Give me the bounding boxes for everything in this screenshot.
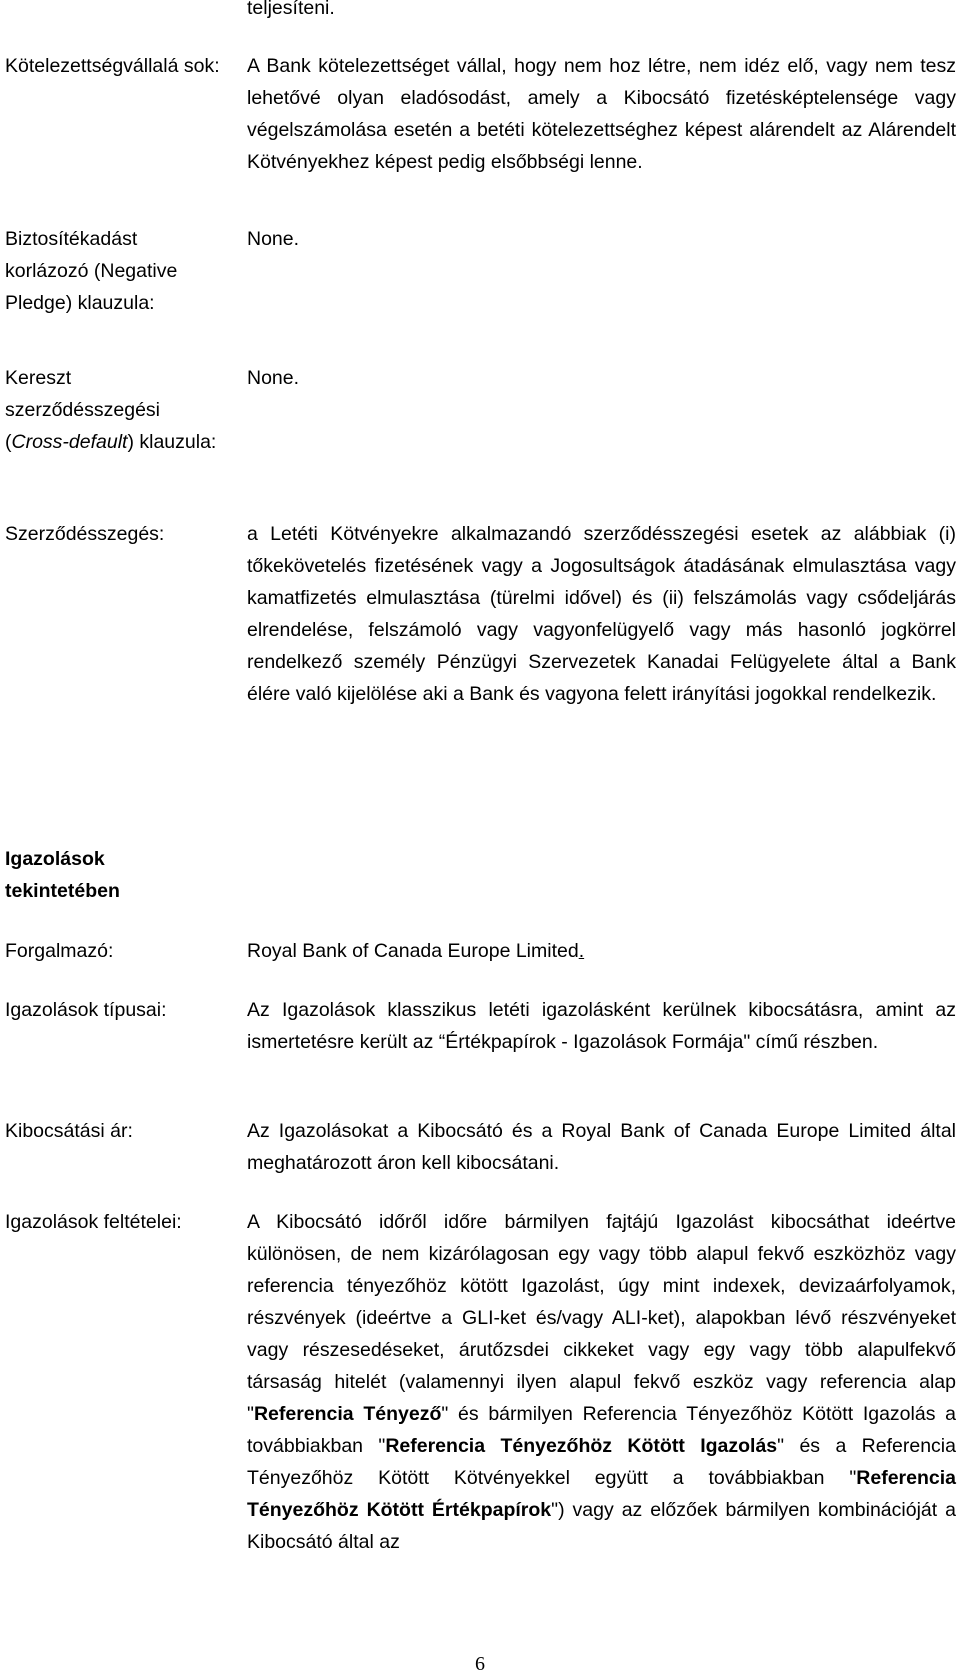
defined-term-kotott-ertekpapirok: Referencia Tényezőhöz Kötött Értékpapírok: [247, 1467, 956, 1521]
defined-term-referencia-tenyezo: Referencia Tényező: [253, 1403, 442, 1425]
label-negative-pledge: Biztosítékadást korlázozó (Negative Pledge) klauzula:: [5, 228, 178, 314]
value-kotelezettsegvallalasok: A Bank kötelezettséget vállal, hogy nem hoz létre, nem idéz elő, vagy nem tesz lehetővé olyan eladósodást, amely a Kibocsátó fizetésképtelensége vagy végelszámolása esetén a betéti kötelezettséghez képest alárendelt az Alárendelt Kötvényekhez képest pedig elsőbbségi lenne.: [247, 55, 956, 173]
page-number: 6: [475, 1653, 485, 1675]
feltetelei-text-1: A Kibocsátó időről időre bármilyen fajtájú Igazolást kibocsáthat ideértve különösen, de nem kizárólagosan egy vagy több alapul fekvő eszközhöz vagy referencia tényezőhöz kötött Igazolást, úgy mint indexek, devizaárfolyamok, részvények (ideértve a GLI-ket és/vagy ALI-ket), alapokban lévő részvényeket vagy részesedéseket, árutőzsdei cikkeket vagy egy vagy több alapulfekvő társaság hitelét (valamennyi ilyen alapul fekvő eszköz vagy referencia alap ": [247, 1211, 956, 1425]
continued-text-fragment: teljesíteni.: [247, 0, 335, 19]
forgalmazo-name: Royal Bank of Canada Europe Limited: [247, 940, 579, 962]
value-forgalmazo: [247, 935, 956, 967]
label-forgalmazo: Forgalmazó:: [5, 940, 114, 962]
label-szerzodesszeges: Szerződésszegés:: [5, 523, 165, 545]
value-negative-pledge: None.: [247, 228, 300, 250]
label-cross-default: [5, 362, 220, 458]
label-cross-default-part3: ) klauzula:: [127, 431, 217, 453]
label-cross-default-part1: Kereszt szerződésszegési (: [5, 367, 160, 453]
defined-term-kotott-igazolas: Referencia Tényezőhöz Kötött Igazolás: [385, 1435, 778, 1457]
value-cross-default: None.: [247, 367, 300, 389]
label-igazolasok-feltetelei: Igazolások feltételei:: [5, 1211, 182, 1233]
value-igazolasok-feltetelei: [247, 1206, 956, 1558]
section-heading: Igazolások tekintetében: [5, 848, 120, 902]
label-cross-default-italic: Cross-default: [11, 431, 128, 453]
forgalmazo-period: .: [578, 940, 585, 962]
value-szerzodesszeges: a Letéti Kötvényekre alkalmazandó szerződésszegési esetek az alábbiak (i) tőkekövetelés fizetésének vagy a Jogosultságok átadásának elmulasztása vagy kamatfizetés elmulasztása (türelmi idővel) és (ii) felszámolás vagy csődeljárás elrendelése, felszámoló vagy vagyonfelügyelő vagy más hasonló jogkörrel rendelkező személy Pénzügyi Szervezetek Kanadai Felügyelete által a Bank élére való kijelölése aki a Bank és vagyona felett irányítási jogokkal rendelkezik.: [247, 523, 956, 705]
label-kotelezettsegvallalasok: Kötelezettségvállalá sok:: [5, 55, 220, 77]
feltetelei-text-3: " és a Referencia Tényezőhöz Kötött Kötvényekkel együtt a továbbiakban ": [247, 1435, 956, 1489]
value-igazolasok-tipusai: Az Igazolások klasszikus letéti igazolásként kerülnek kibocsátásra, amint az ismertetésre került az “Értékpapírok - Igazolások Formája" című részben.: [247, 999, 956, 1053]
value-kibocsatasi-ar: Az Igazolásokat a Kibocsátó és a Royal Bank of Canada Europe Limited által meghatározott áron kell kibocsátani.: [247, 1120, 956, 1174]
label-igazolasok-tipusai: Igazolások típusai:: [5, 999, 167, 1021]
feltetelei-text-4: ") vagy az előzőek bármilyen kombinációját a Kibocsátó által az: [247, 1499, 956, 1553]
feltetelei-text-2: " és bármilyen Referencia Tényezőhöz Kötött Igazolás a továbbiakban ": [247, 1403, 957, 1457]
label-kibocsatasi-ar: Kibocsátási ár:: [5, 1120, 133, 1142]
